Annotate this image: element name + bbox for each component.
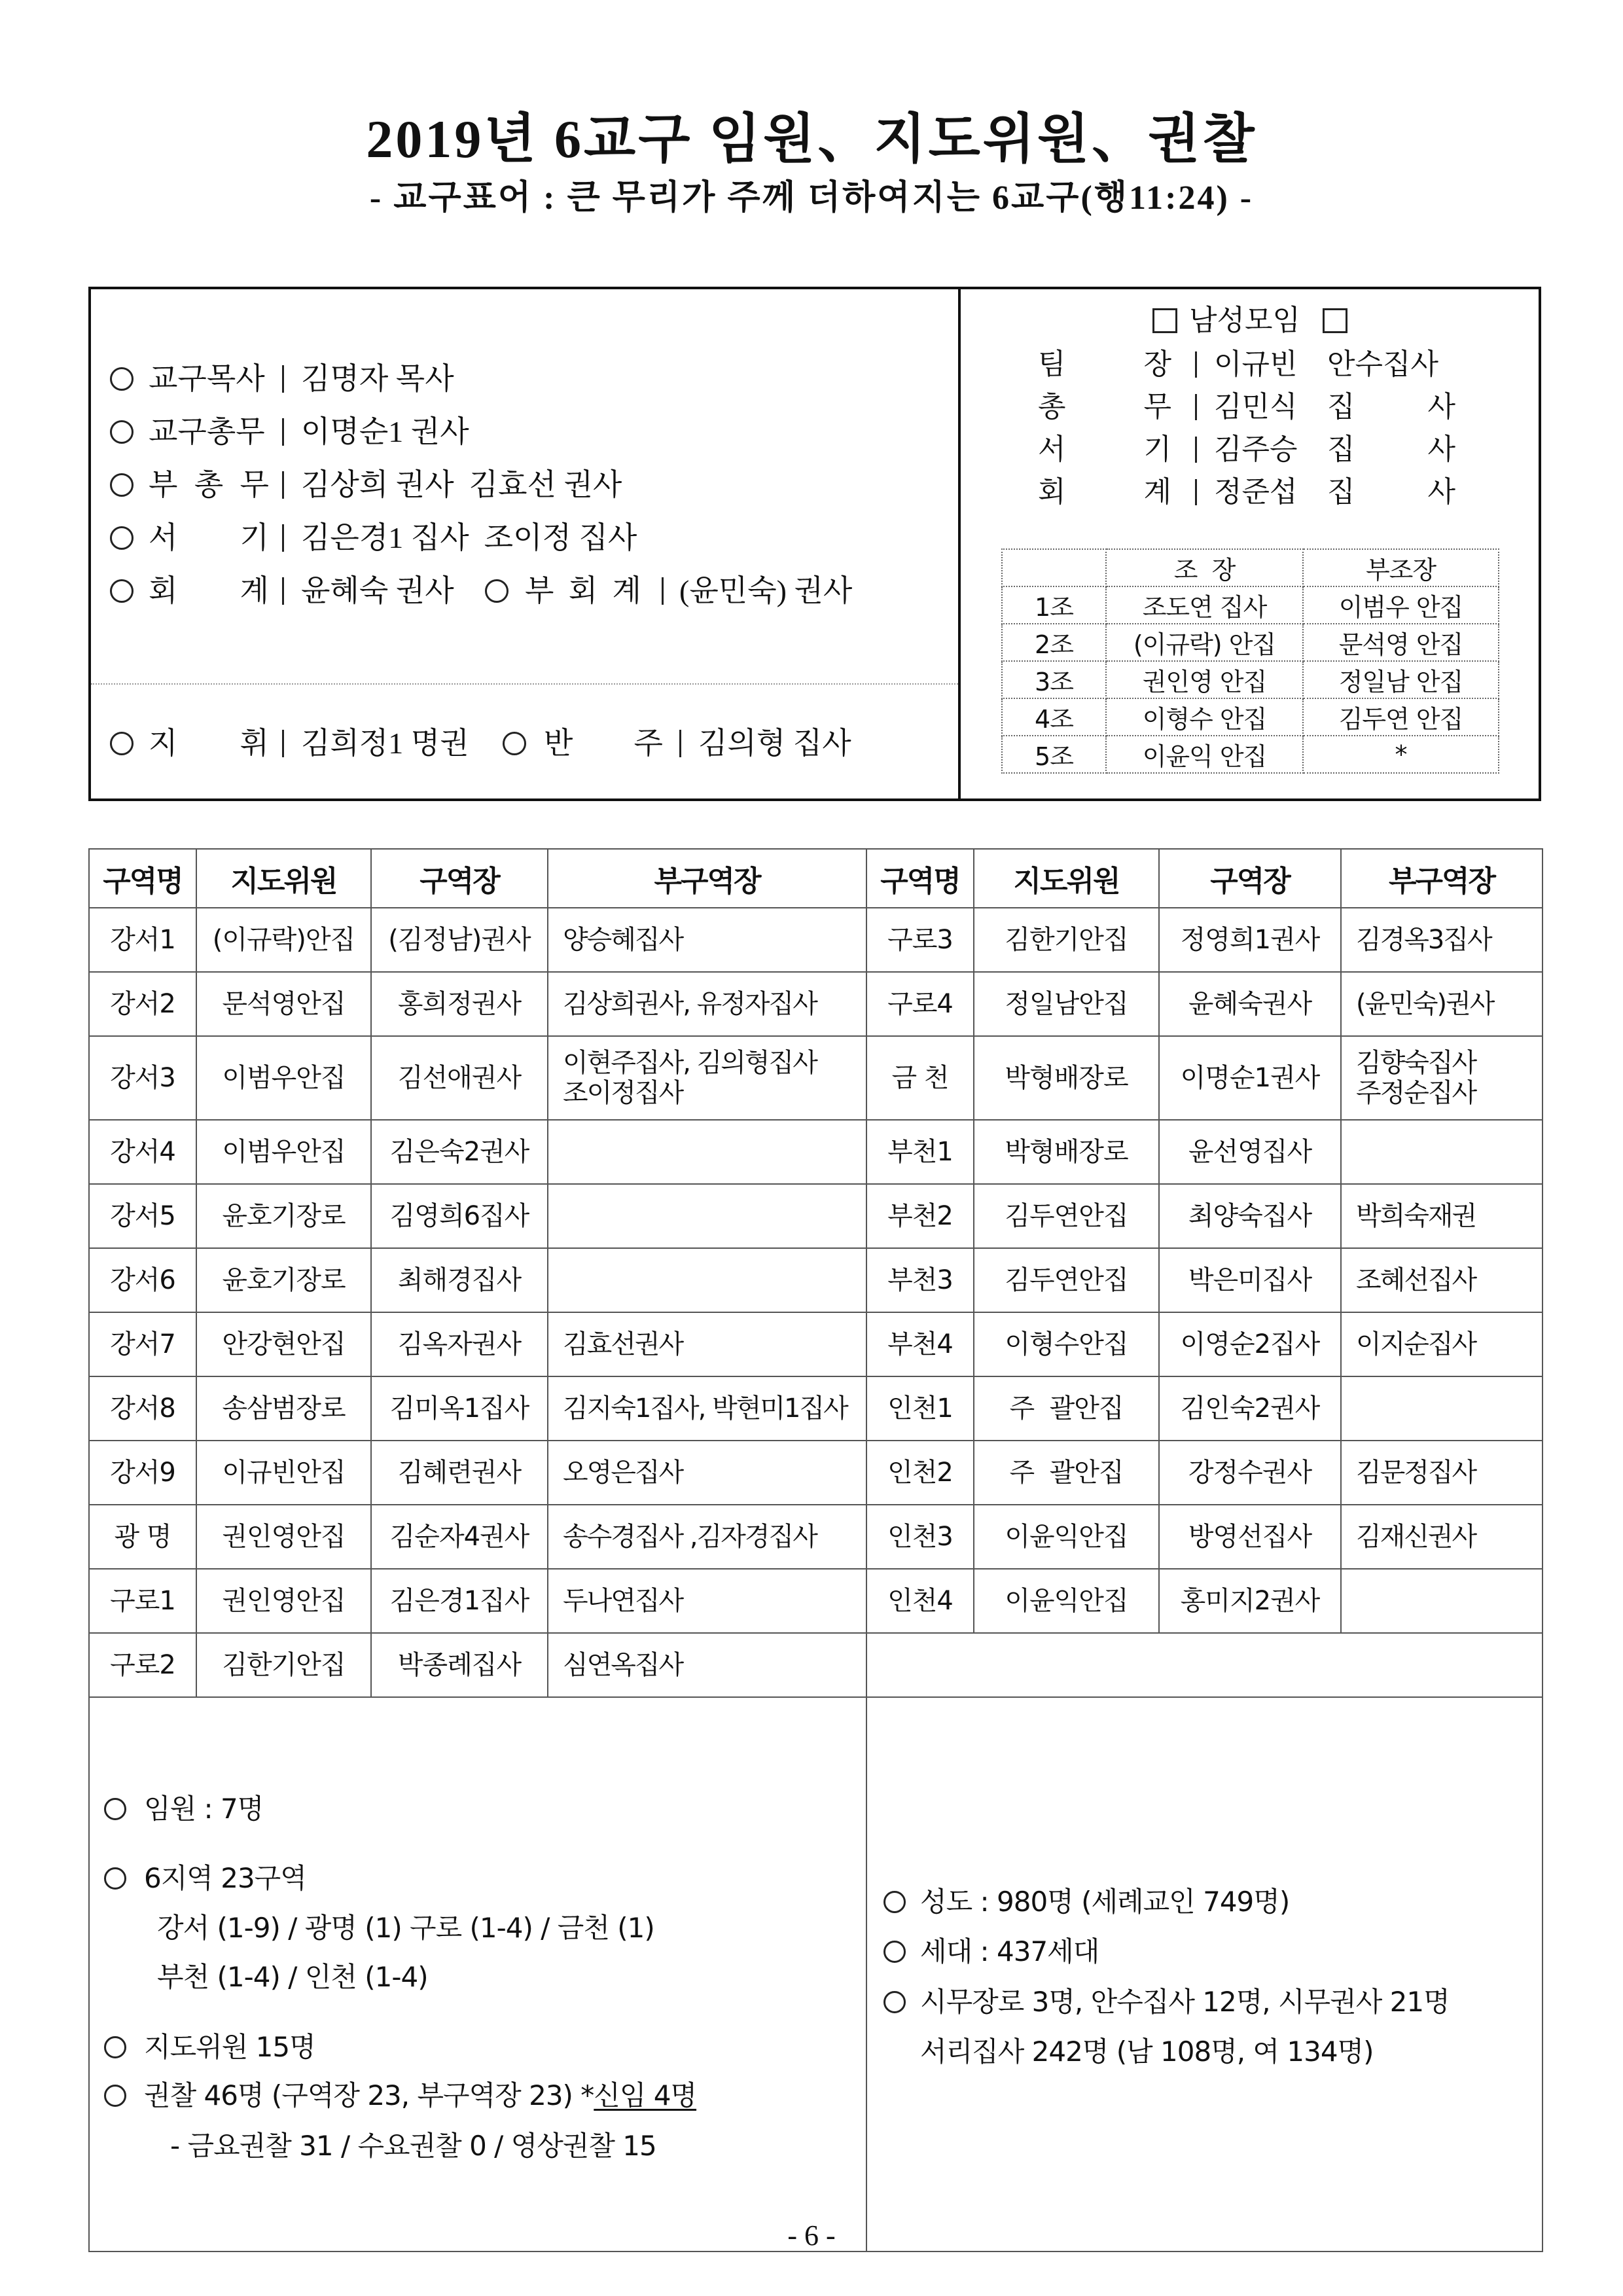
separator-bar (282, 524, 284, 552)
district-leader: 김혜련권사 (371, 1441, 548, 1505)
advisor: 김한기안집 (974, 908, 1159, 972)
kwonchal-count (144, 2076, 696, 2115)
table-row (89, 1505, 1543, 1569)
assistant-leaders (548, 1184, 866, 1248)
summary-line (90, 2126, 866, 2166)
officer-role-label: 교구목사 (149, 362, 265, 395)
team-leader: (이규락) 안집 (1106, 624, 1303, 661)
kwonchal-text: 권찰 46명 (구역장 23, 부구역장 23) * (144, 2079, 594, 2111)
district-leader: 정영희1권사 (1159, 908, 1341, 972)
empty-merged-cell (866, 1633, 1543, 1697)
mens-role-name: 김민식 (1214, 391, 1298, 423)
assistant-leaders (1341, 1569, 1543, 1633)
kwonchal-breakdown: - 금요권찰 31 / 수요권찰 0 / 영상권찰 15 (170, 2130, 656, 2162)
circle-bullet-icon (104, 1867, 126, 1890)
officer-count: 임원 : 7명 (144, 1793, 264, 1825)
district-name: 인천4 (866, 1569, 974, 1633)
team-header-cell (1002, 549, 1106, 586)
team-assistant: 정일남 안집 (1303, 661, 1499, 698)
district-name: 강서9 (89, 1441, 196, 1505)
advisor: (이규락)안집 (196, 908, 371, 972)
circle-bullet-icon (110, 732, 134, 755)
separator-bar (1195, 394, 1197, 420)
district-name: 인천2 (866, 1441, 974, 1505)
assistant-leaders: 오영은집사 (548, 1441, 866, 1505)
district-leader: 최해경집사 (371, 1248, 548, 1312)
officer-name: 윤혜숙 권사 (301, 574, 454, 607)
advisor: 권인영안집 (196, 1505, 371, 1569)
team-leaders-table (1001, 548, 1499, 774)
team-number: 1조 (1002, 586, 1106, 624)
team-assistant: 문석영 안집 (1303, 624, 1499, 661)
district-leader: 최양숙집사 (1159, 1184, 1341, 1248)
advisor: 박형배장로 (974, 1036, 1159, 1120)
advisor: 윤호기장로 (196, 1248, 371, 1312)
mens-group-title: 남성모임 (1189, 304, 1301, 336)
circle-bullet-icon (883, 1991, 906, 2013)
household-count: 세대 : 437세대 (920, 1935, 1099, 1967)
mens-role-name: 이규빈 (1214, 348, 1298, 380)
district-name: 금 천 (866, 1036, 974, 1120)
district-name: 부천3 (866, 1248, 974, 1312)
team-number: 5조 (1002, 736, 1106, 773)
district-leader: (김정남)권사 (371, 908, 548, 972)
district-name: 부천2 (866, 1184, 974, 1248)
assistant-leaders: 박희숙재권 (1341, 1184, 1543, 1248)
separator-bar (662, 577, 664, 605)
column-header: 지도위원 (974, 849, 1159, 908)
table-row (89, 908, 1543, 972)
summary-line (867, 1982, 1542, 2022)
district-name: 강서6 (89, 1248, 196, 1312)
officer-line (91, 515, 955, 561)
circle-bullet-icon (104, 2085, 126, 2107)
mens-role-line (91, 430, 1538, 469)
officer-role-label: 교구총무 (149, 415, 265, 448)
team-leader: 이형수 안집 (1106, 698, 1303, 736)
separator-bar (1195, 479, 1197, 505)
table-row (89, 1569, 1543, 1633)
district-name: 강서1 (89, 908, 196, 972)
team-header-cell: 부조장 (1303, 549, 1499, 586)
district-name: 부천1 (866, 1120, 974, 1184)
district-leader: 김선애권사 (371, 1036, 548, 1120)
advisor: 김두연안집 (974, 1248, 1159, 1312)
circle-bullet-icon (485, 579, 508, 603)
officer-role-label: 지 휘 (149, 726, 269, 760)
summary-line (90, 1909, 866, 1948)
district-name: 구로4 (866, 972, 974, 1036)
district-name: 구로2 (89, 1633, 196, 1697)
advisor: 이윤익안집 (974, 1505, 1159, 1569)
district-name: 강서7 (89, 1312, 196, 1376)
district-leader: 김영희6집사 (371, 1184, 548, 1248)
assistant-leaders (548, 1248, 866, 1312)
summary-line (867, 1882, 1542, 1922)
circle-bullet-icon (883, 1941, 906, 1963)
advisor: 박형배장로 (974, 1120, 1159, 1184)
music-line (91, 721, 955, 766)
district-name: 구로3 (866, 908, 974, 972)
mens-role-title: 집 사 (1327, 476, 1455, 508)
assistant-leaders: 이지순집사 (1341, 1312, 1543, 1376)
district-name: 광 명 (89, 1505, 196, 1569)
column-header: 구역명 (89, 849, 196, 908)
assistant-leaders: 조혜선집사 (1341, 1248, 1543, 1312)
team-row (1002, 698, 1499, 736)
advisor: 문석영안집 (196, 972, 371, 1036)
officer-name: 김희정1 명권 (301, 726, 469, 760)
officer-role-label: 서 기 (149, 521, 269, 554)
team-table-header (1002, 549, 1499, 586)
district-leader: 김은숙2권사 (371, 1120, 548, 1184)
district-name: 부천4 (866, 1312, 974, 1376)
assistant-leaders: (윤민숙)권사 (1341, 972, 1543, 1036)
advisor: 이윤익안집 (974, 1569, 1159, 1633)
advisor: 송삼범장로 (196, 1376, 371, 1441)
team-leader: 조도연 집사 (1106, 586, 1303, 624)
officer-role-label: 부 회 계 (525, 574, 641, 607)
summary-left-cell (89, 1697, 866, 2251)
staff-count: 서리집사 242명 (남 108명, 여 134명) (920, 2036, 1374, 2068)
table-row (89, 1441, 1543, 1505)
page-subtitle: - 교구표어 : 큰 무리가 주께 더하여지는 6교구(행11:24) - (369, 179, 1254, 217)
district-leader: 이영순2집사 (1159, 1312, 1341, 1376)
officer-name: 이명순1 권사 (301, 415, 469, 448)
mens-role-line (91, 387, 1538, 427)
summary-right-cell (866, 1697, 1543, 2251)
separator-bar (1195, 437, 1197, 463)
team-leader: 이윤익 안집 (1106, 736, 1303, 773)
advisor: 이범우안집 (196, 1036, 371, 1120)
team-leader: 권인영 안집 (1106, 661, 1303, 698)
advisor: 이형수안집 (974, 1312, 1159, 1376)
team-header-cell: 조 장 (1106, 549, 1303, 586)
page-title: 2019년 6교구 임원、지도위원、권찰 (366, 109, 1257, 169)
column-header: 부구역장 (548, 849, 866, 908)
assistant-leaders: 양승혜집사 (548, 908, 866, 972)
assistant-leaders (548, 1120, 866, 1184)
district-leader: 박종례집사 (371, 1633, 548, 1697)
advisor: 윤호기장로 (196, 1184, 371, 1248)
assistant-leaders: 송수경집사 ,김자경집사 (548, 1505, 866, 1569)
assistant-leaders: 김상희권사, 유정자집사 (548, 972, 866, 1036)
district-leader: 홍미지2권사 (1159, 1569, 1341, 1633)
district-leader: 이명순1권사 (1159, 1036, 1341, 1120)
officer-name: 김상희 권사 김효선 권사 (301, 468, 622, 501)
mens-role-label: 총 무 (1038, 391, 1171, 423)
column-header: 지도위원 (196, 849, 371, 908)
district-leader: 강정수권사 (1159, 1441, 1341, 1505)
district-name: 인천3 (866, 1505, 974, 1569)
officer-name: 김은경1 집사 조이정 집사 (301, 521, 637, 554)
team-assistant: * (1303, 736, 1499, 773)
team-assistant: 이범우 안집 (1303, 586, 1499, 624)
advisor-count: 지도위원 15명 (144, 2031, 315, 2063)
team-row (1002, 661, 1499, 698)
summary-line (90, 1859, 866, 1898)
column-header: 구역장 (1159, 849, 1341, 908)
summary-line (90, 2028, 866, 2067)
summary-right (867, 1758, 1542, 2191)
team-number: 3조 (1002, 661, 1106, 698)
summary-line (90, 1789, 866, 1829)
summary-line (90, 2076, 866, 2115)
mens-group-heading (91, 301, 1538, 340)
assistant-leaders (1341, 1376, 1543, 1441)
district-leader: 방영선집사 (1159, 1505, 1341, 1569)
summary-line (867, 1932, 1542, 1971)
separator-bar (1195, 351, 1197, 378)
mens-role-name: 정준섭 (1214, 476, 1298, 508)
assistant-leaders: 심연옥집사 (548, 1633, 866, 1697)
team-row (1002, 586, 1499, 624)
mens-role-label: 회 계 (1038, 476, 1171, 508)
table-row (89, 1184, 1543, 1248)
mens-role-name: 김주승 (1214, 433, 1298, 465)
assistant-leaders: 김지숙1집사, 박현미1집사 (548, 1376, 866, 1441)
separator-bar (679, 730, 681, 757)
region-count: 6지역 23구역 (144, 1862, 306, 1894)
table-row (89, 1036, 1543, 1120)
officer-name: (윤민숙) 권사 (679, 574, 853, 607)
summary-line (867, 2032, 1542, 2072)
region-list: 강서 (1-9) / 광명 (1) 구로 (1-4) / 금천 (1) (157, 1912, 654, 1944)
district-leader: 김순자4권사 (371, 1505, 548, 1569)
kwonchal-new: 신임 4명 (594, 2079, 697, 2111)
circle-bullet-icon (104, 2036, 126, 2058)
assistant-leaders: 김경옥3집사 (1341, 908, 1543, 972)
district-name: 강서5 (89, 1184, 196, 1248)
column-header: 구역장 (371, 849, 548, 908)
district-table (88, 848, 1543, 2252)
circle-bullet-icon (503, 732, 526, 755)
advisor: 김두연안집 (974, 1184, 1159, 1248)
officer-line (91, 568, 955, 614)
district-leader: 김은경1집사 (371, 1569, 548, 1633)
district-leader: 김인숙2권사 (1159, 1376, 1341, 1441)
square-icon (1323, 308, 1347, 333)
district-name: 강서2 (89, 972, 196, 1036)
table-row (89, 1120, 1543, 1184)
table-row (89, 972, 1543, 1036)
square-icon (1152, 308, 1177, 333)
dotted-divider (91, 683, 958, 685)
district-name: 강서4 (89, 1120, 196, 1184)
column-header: 구역명 (866, 849, 974, 908)
district-leader: 김미옥1집사 (371, 1376, 548, 1441)
mens-role-title: 집 사 (1327, 433, 1455, 465)
summary-left (90, 1758, 866, 2191)
mens-role-title: 집 사 (1327, 391, 1455, 423)
advisor: 주 괄안집 (974, 1441, 1159, 1505)
circle-bullet-icon (110, 526, 134, 550)
officer-role-label: 회 계 (149, 574, 269, 607)
district-name: 구로1 (89, 1569, 196, 1633)
team-row (1002, 736, 1499, 773)
mens-role-label: 팀 장 (1038, 348, 1171, 380)
advisor: 이규빈안집 (196, 1441, 371, 1505)
officer-name: 김의형 집사 (698, 726, 851, 760)
separator-bar (282, 730, 284, 757)
advisor: 김한기안집 (196, 1633, 371, 1697)
assistant-leaders: 김재신권사 (1341, 1505, 1543, 1569)
summary-row (89, 1697, 1543, 2251)
advisor: 권인영안집 (196, 1569, 371, 1633)
team-number: 2조 (1002, 624, 1106, 661)
mens-role-label: 서 기 (1038, 433, 1171, 465)
assistant-leaders (1341, 1120, 1543, 1184)
circle-bullet-icon (104, 1798, 126, 1820)
assistant-leaders: 이현주집사, 김의형집사 조이정집사 (548, 1036, 866, 1120)
table-row (89, 1248, 1543, 1312)
officers-box (88, 287, 1541, 801)
table-row (89, 1312, 1543, 1376)
district-name: 인천1 (866, 1376, 974, 1441)
assistant-leaders: 김문정집사 (1341, 1441, 1543, 1505)
mens-role-title: 안수집사 (1327, 348, 1439, 380)
district-leader: 홍희정권사 (371, 972, 548, 1036)
team-row (1002, 624, 1499, 661)
district-leader: 김옥자권사 (371, 1312, 548, 1376)
officer-name: 김명자 목사 (301, 362, 454, 395)
assistant-leaders: 김향숙집사 주정순집사 (1341, 1036, 1543, 1120)
column-header: 부구역장 (1341, 849, 1543, 908)
page-number: - 6 - (787, 2219, 836, 2251)
district-leader: 박은미집사 (1159, 1248, 1341, 1312)
assistant-leaders: 김효선권사 (548, 1312, 866, 1376)
team-number: 4조 (1002, 698, 1106, 736)
circle-bullet-icon (110, 579, 134, 603)
team-assistant: 김두연 안집 (1303, 698, 1499, 736)
member-count: 성도 : 980명 (세례교인 749명) (920, 1886, 1290, 1918)
region-list: 부천 (1-4) / 인천 (1-4) (157, 1961, 428, 1993)
mens-role-line (91, 345, 1538, 384)
district-name: 강서3 (89, 1036, 196, 1120)
district-leader: 윤혜숙권사 (1159, 972, 1341, 1036)
advisor: 이범우안집 (196, 1120, 371, 1184)
assistant-leaders: 두나연집사 (548, 1569, 866, 1633)
table-row (89, 1633, 1543, 1697)
summary-line (90, 1958, 866, 1997)
circle-bullet-icon (883, 1891, 906, 1913)
advisor: 안강현안집 (196, 1312, 371, 1376)
advisor: 정일남안집 (974, 972, 1159, 1036)
advisor: 주 괄안집 (974, 1376, 1159, 1441)
staff-count: 시무장로 3명, 안수집사 12명, 시무권사 21명 (920, 1986, 1450, 2018)
officer-role-label: 반 주 (544, 726, 663, 760)
table-row (89, 1376, 1543, 1441)
district-name: 강서8 (89, 1376, 196, 1441)
separator-bar (282, 577, 284, 605)
officer-role-label: 부 총 무 (149, 468, 269, 501)
table-header-row (89, 849, 1543, 908)
mens-role-line (91, 473, 1538, 512)
district-leader: 윤선영집사 (1159, 1120, 1341, 1184)
